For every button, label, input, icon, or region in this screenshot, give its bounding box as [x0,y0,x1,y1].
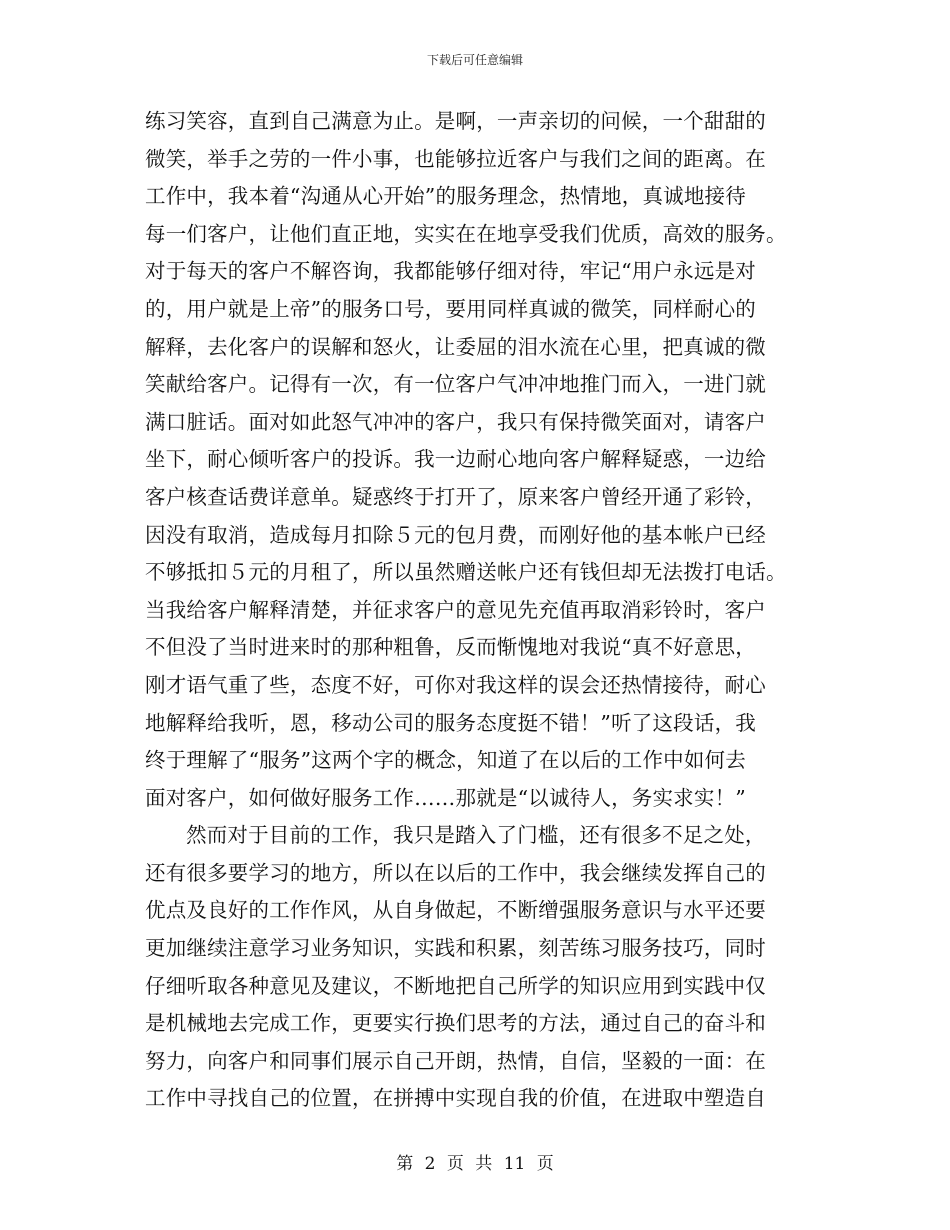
text-line: 的，用户就是上帝”的服务口号，要用同样真诚的微笑，同样耐心的 [145,296,756,321]
text-line: 笑献给客户。记得有一次，有一位客户气冲冲地推门而入，一进门就 [145,372,766,397]
paragraph-start-line: 然而对于目前的工作，我只是踏入了门槛，还有很多不足之处， [186,823,766,848]
text-line: 地解释给我听，恩，移动公司的服务态度挺不错！”听了这段话，我 [145,710,756,735]
page-header: 下载后可任意编辑 [426,53,523,67]
text-line: 终于理解了“服务”这两个字的概念，知道了在以后的工作中如何去 [145,748,746,773]
text-line: 面对客户，如何做好服务工作……那就是“以诚待人，务实求实！” [145,785,746,810]
text-line: 微笑，举手之劳的一件小事，也能够拉近客户与我们之间的距离。在 [145,146,766,171]
text-line: 工作中寻找自己的位置，在拼搏中实现自我的价值，在进取中塑造自 [145,1086,766,1111]
text-line: 努力，向客户和同事们展示自己开朗，热情，自信，坚毅的一面：在 [145,1048,766,1073]
text-line: 客户核查话费详意单。疑惑终于打开了，原来客户曾经开通了彩铃， [145,484,766,509]
text-line: 刚才语气重了些，态度不好，可你对我这样的误会还热情接待，耐心 [145,672,766,697]
page-number-footer: 第 2 页 共 11 页 [396,1154,554,1174]
document-body [145,103,800,1118]
text-line: 对于每天的客户不解咨询，我都能够仔细对待，牢记“用户永远是对 [145,259,756,284]
text-line: 每一们客户，让他们直正地，实实在在地享受我们优质，高效的服务。 [145,221,787,246]
text-line: 更加继续注意学习业务知识，实践和积累，刻苦练习服务技巧，同时 [145,936,766,961]
text-line: 优点及良好的工作作风，从自身做起，不断缯强服务意识与水平还要 [145,898,766,923]
text-line: 还有很多要学习的地方，所以在以后的工作中，我会继续发挥自己的 [145,860,766,885]
text-line: 是机械地去完成工作，更要实行换们思考的方法，通过自己的奋斗和 [145,1011,766,1036]
text-line: 因没有取消，造成每月扣除５元的包月费，而刚好他的基本帐户已经 [145,522,766,547]
text-line: 不但没了当时进来时的那种粗鲁，反而惭愧地对我说“真不好意思， [145,635,756,660]
text-line: 不够抵扣５元的月租了，所以虽然赠送帐户还有钱但却无法拨打电话。 [145,560,787,585]
text-line: 仔细听取各种意见及建议，不断地把自己所学的知识应用到实践中仅 [145,973,766,998]
text-line: 解释，去化客户的误解和怒火，让委屈的泪水流在心里，把真诚的微 [145,334,766,359]
text-line: 练习笑容，直到自己满意为止。是啊，一声亲切的问候，一个甜甜的 [145,109,766,133]
text-line: 当我给客户解释清楚，并征求客户的意见先充值再取消彩铃时，客户 [145,597,766,622]
text-line: 工作中，我本着“沟通从心开始”的服务理念，热情地，真诚地接待 [145,184,746,209]
text-line: 坐下，耐心倾听客户的投诉。我一边耐心地向客户解释疑惑，一边给 [145,447,766,472]
text-line: 满口脏话。面对如此怒气冲冲的客户，我只有保持微笑面对，请客户 [145,409,766,434]
